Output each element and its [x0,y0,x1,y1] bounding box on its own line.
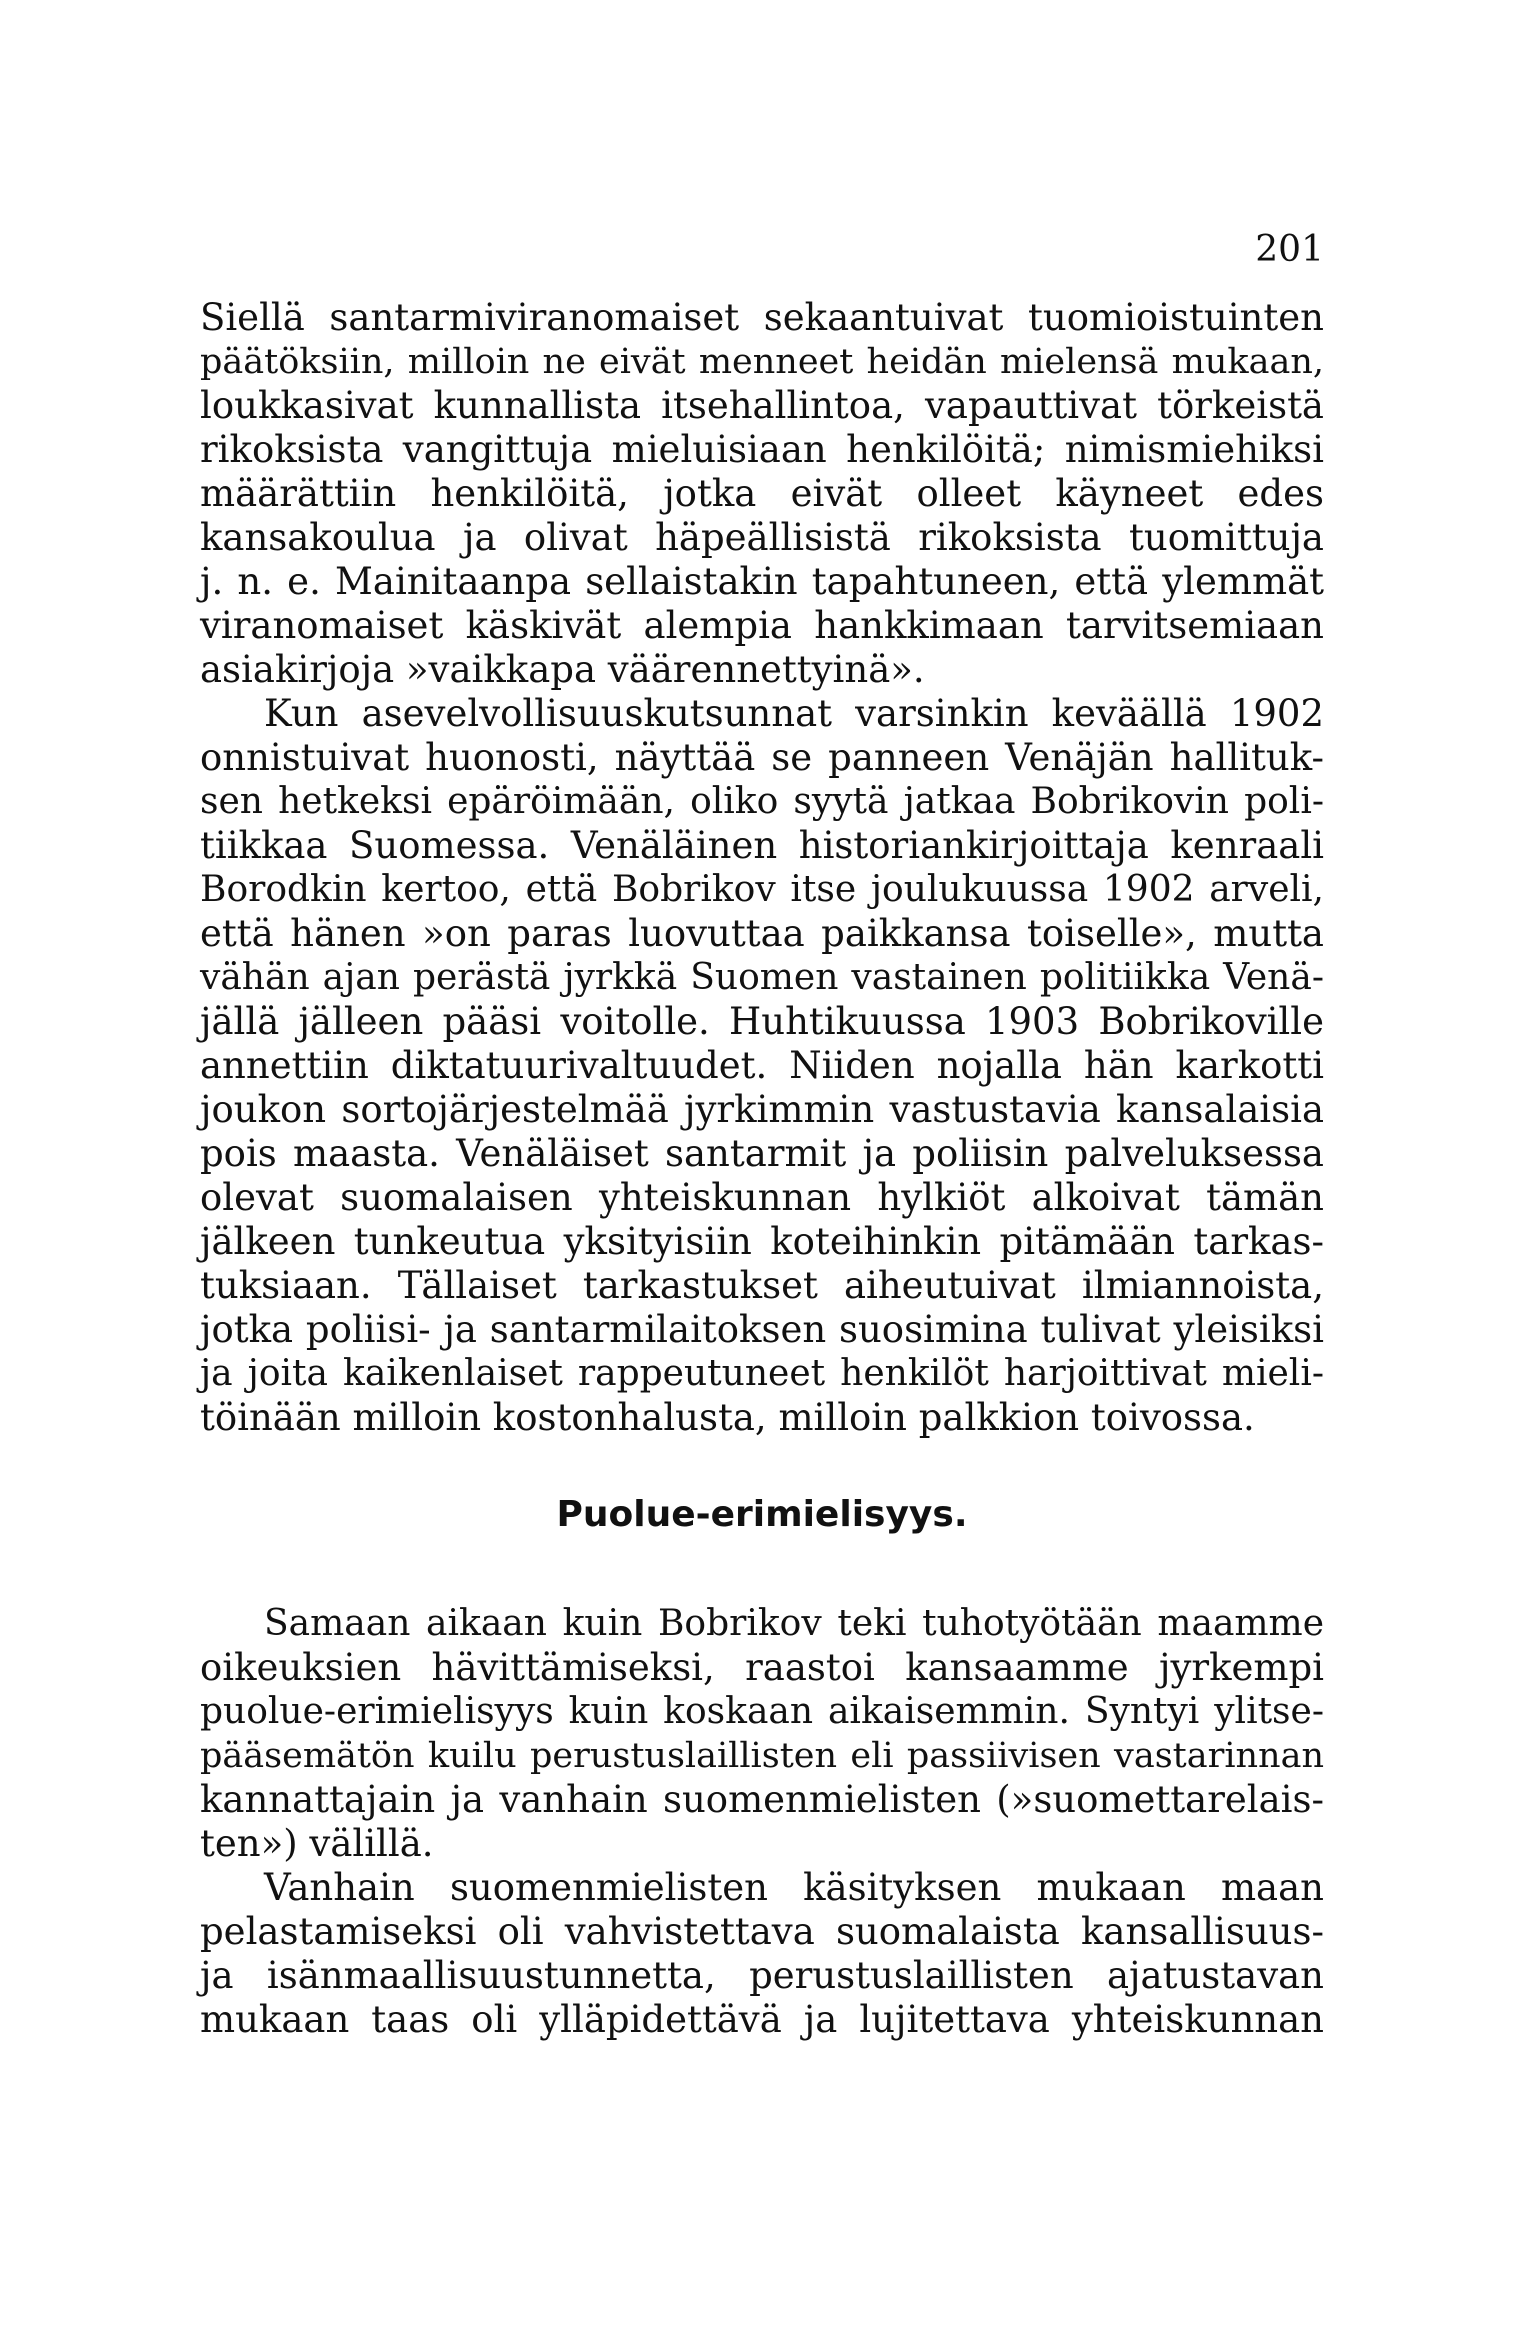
text-line: jälkeen tunkeutua yksityisiin koteihinkin pitämään tarkas- [200,1220,1324,1263]
text-line: mukaan taas oli ylläpidettävä ja lujitettava yhteiskunnan [200,1998,1324,2041]
text-line: viranomaiset käskivät alempia hankkimaan tarvitsemiaan [200,604,1324,647]
text-line: rikoksista vangittuja mieluisiaan henkilöitä; nimismiehiksi [200,428,1324,471]
text-line: Vanhain suomenmielisten käsityksen mukaan maan [264,1866,1324,1909]
text-line: j. n. e. Mainitaanpa sellaistakin tapahtuneen, että ylemmät [200,560,1324,603]
page-number: 201 [1255,229,1324,270]
text-line: annettiin diktatuurivaltuudet. Niiden nojalla hän karkotti [200,1044,1324,1087]
paragraph [200,1866,1324,2042]
text-line: määrättiin henkilöitä, jotka eivät olleet käyneet edes [200,472,1324,515]
text-line: Kun asevelvollisuuskutsunnat varsinkin keväällä 1902 [264,692,1324,735]
text-line: ja joita kaikenlaiset rappeutuneet henkilöt harjoittivat mieli- [200,1353,1324,1394]
text-line: tuksiaan. Tällaiset tarkastukset aiheutuivat ilmiannoista, [200,1264,1324,1307]
text-line: päätöksiin, milloin ne eivät menneet heidän mielensä mukaan, [200,342,1324,382]
text-block-bottom [200,1602,1324,2042]
text-line: onnistuivat huonosti, näyttää se panneen Venäjän hallituk- [200,736,1324,779]
text-line: asiakirjoja »vaikkapa väärennettyinä». [200,648,925,691]
text-block-top [200,296,1324,1440]
text-line: oikeuksien hävittämiseksi, raastoi kansaamme jyrkempi [200,1646,1324,1689]
text-line: ten») välillä. [200,1822,434,1865]
text-line: pelastamiseksi oli vahvistettava suomalaista kansallisuus- [200,1910,1324,1953]
text-line: että hänen »on paras luovuttaa paikkansa toiselle», mutta [200,912,1324,955]
text-line: vähän ajan perästä jyrkkä Suomen vastainen politiikka Venä- [200,957,1324,998]
text-line: pois maasta. Venäläiset santarmit ja poliisin palveluksessa [200,1132,1324,1175]
text-line: töinään milloin kostonhalusta, milloin palkkion toivossa. [200,1396,1255,1439]
text-line: loukkasivat kunnallista itsehallintoa, vapauttivat törkeistä [200,384,1324,427]
section-heading: Puolue-erimielisyys. [556,1494,968,1535]
paragraph [200,296,1324,692]
paragraph [200,692,1324,1440]
text-line: Siellä santarmiviranomaiset sekaantuivat tuomioistuinten [200,296,1324,339]
text-line: sen hetkeksi epäröimään, oliko syytä jatkaa Bobrikovin poli- [200,781,1324,822]
text-line: kannattajain ja vanhain suomenmielisten (»suomettarelais- [200,1778,1324,1821]
text-line: jotka poliisi- ja santarmilaitoksen suosimina tulivat yleisiksi [200,1308,1324,1351]
text-line: Borodkin kertoo, että Bobrikov itse joulukuussa 1902 arveli, [200,869,1324,910]
text-line: tiikkaa Suomessa. Venäläinen historiankirjoittaja kenraali [200,824,1324,867]
text-line: ja isänmaallisuustunnetta, perustuslaillisten ajatustavan [200,1954,1324,1997]
text-line: joukon sortojärjestelmää jyrkimmin vastustavia kansalaisia [200,1088,1324,1131]
text-line: Samaan aikaan kuin Bobrikov teki tuhotyötään maamme [264,1603,1324,1644]
text-line: kansakoulua ja olivat häpeällisistä rikoksista tuomittuja [200,516,1324,559]
text-line: puolue-erimielisyys kuin koskaan aikaisemmin. Syntyi ylitse- [200,1691,1324,1732]
text-line: jällä jälleen pääsi voitolle. Huhtikuussa 1903 Bobrikoville [200,1000,1324,1043]
text-line: olevat suomalaisen yhteiskunnan hylkiöt alkoivat tämän [200,1176,1324,1219]
text-line: pääsemätön kuilu perustuslaillisten eli passiivisen vastarinnan [200,1736,1324,1776]
paragraph [200,1602,1324,1866]
